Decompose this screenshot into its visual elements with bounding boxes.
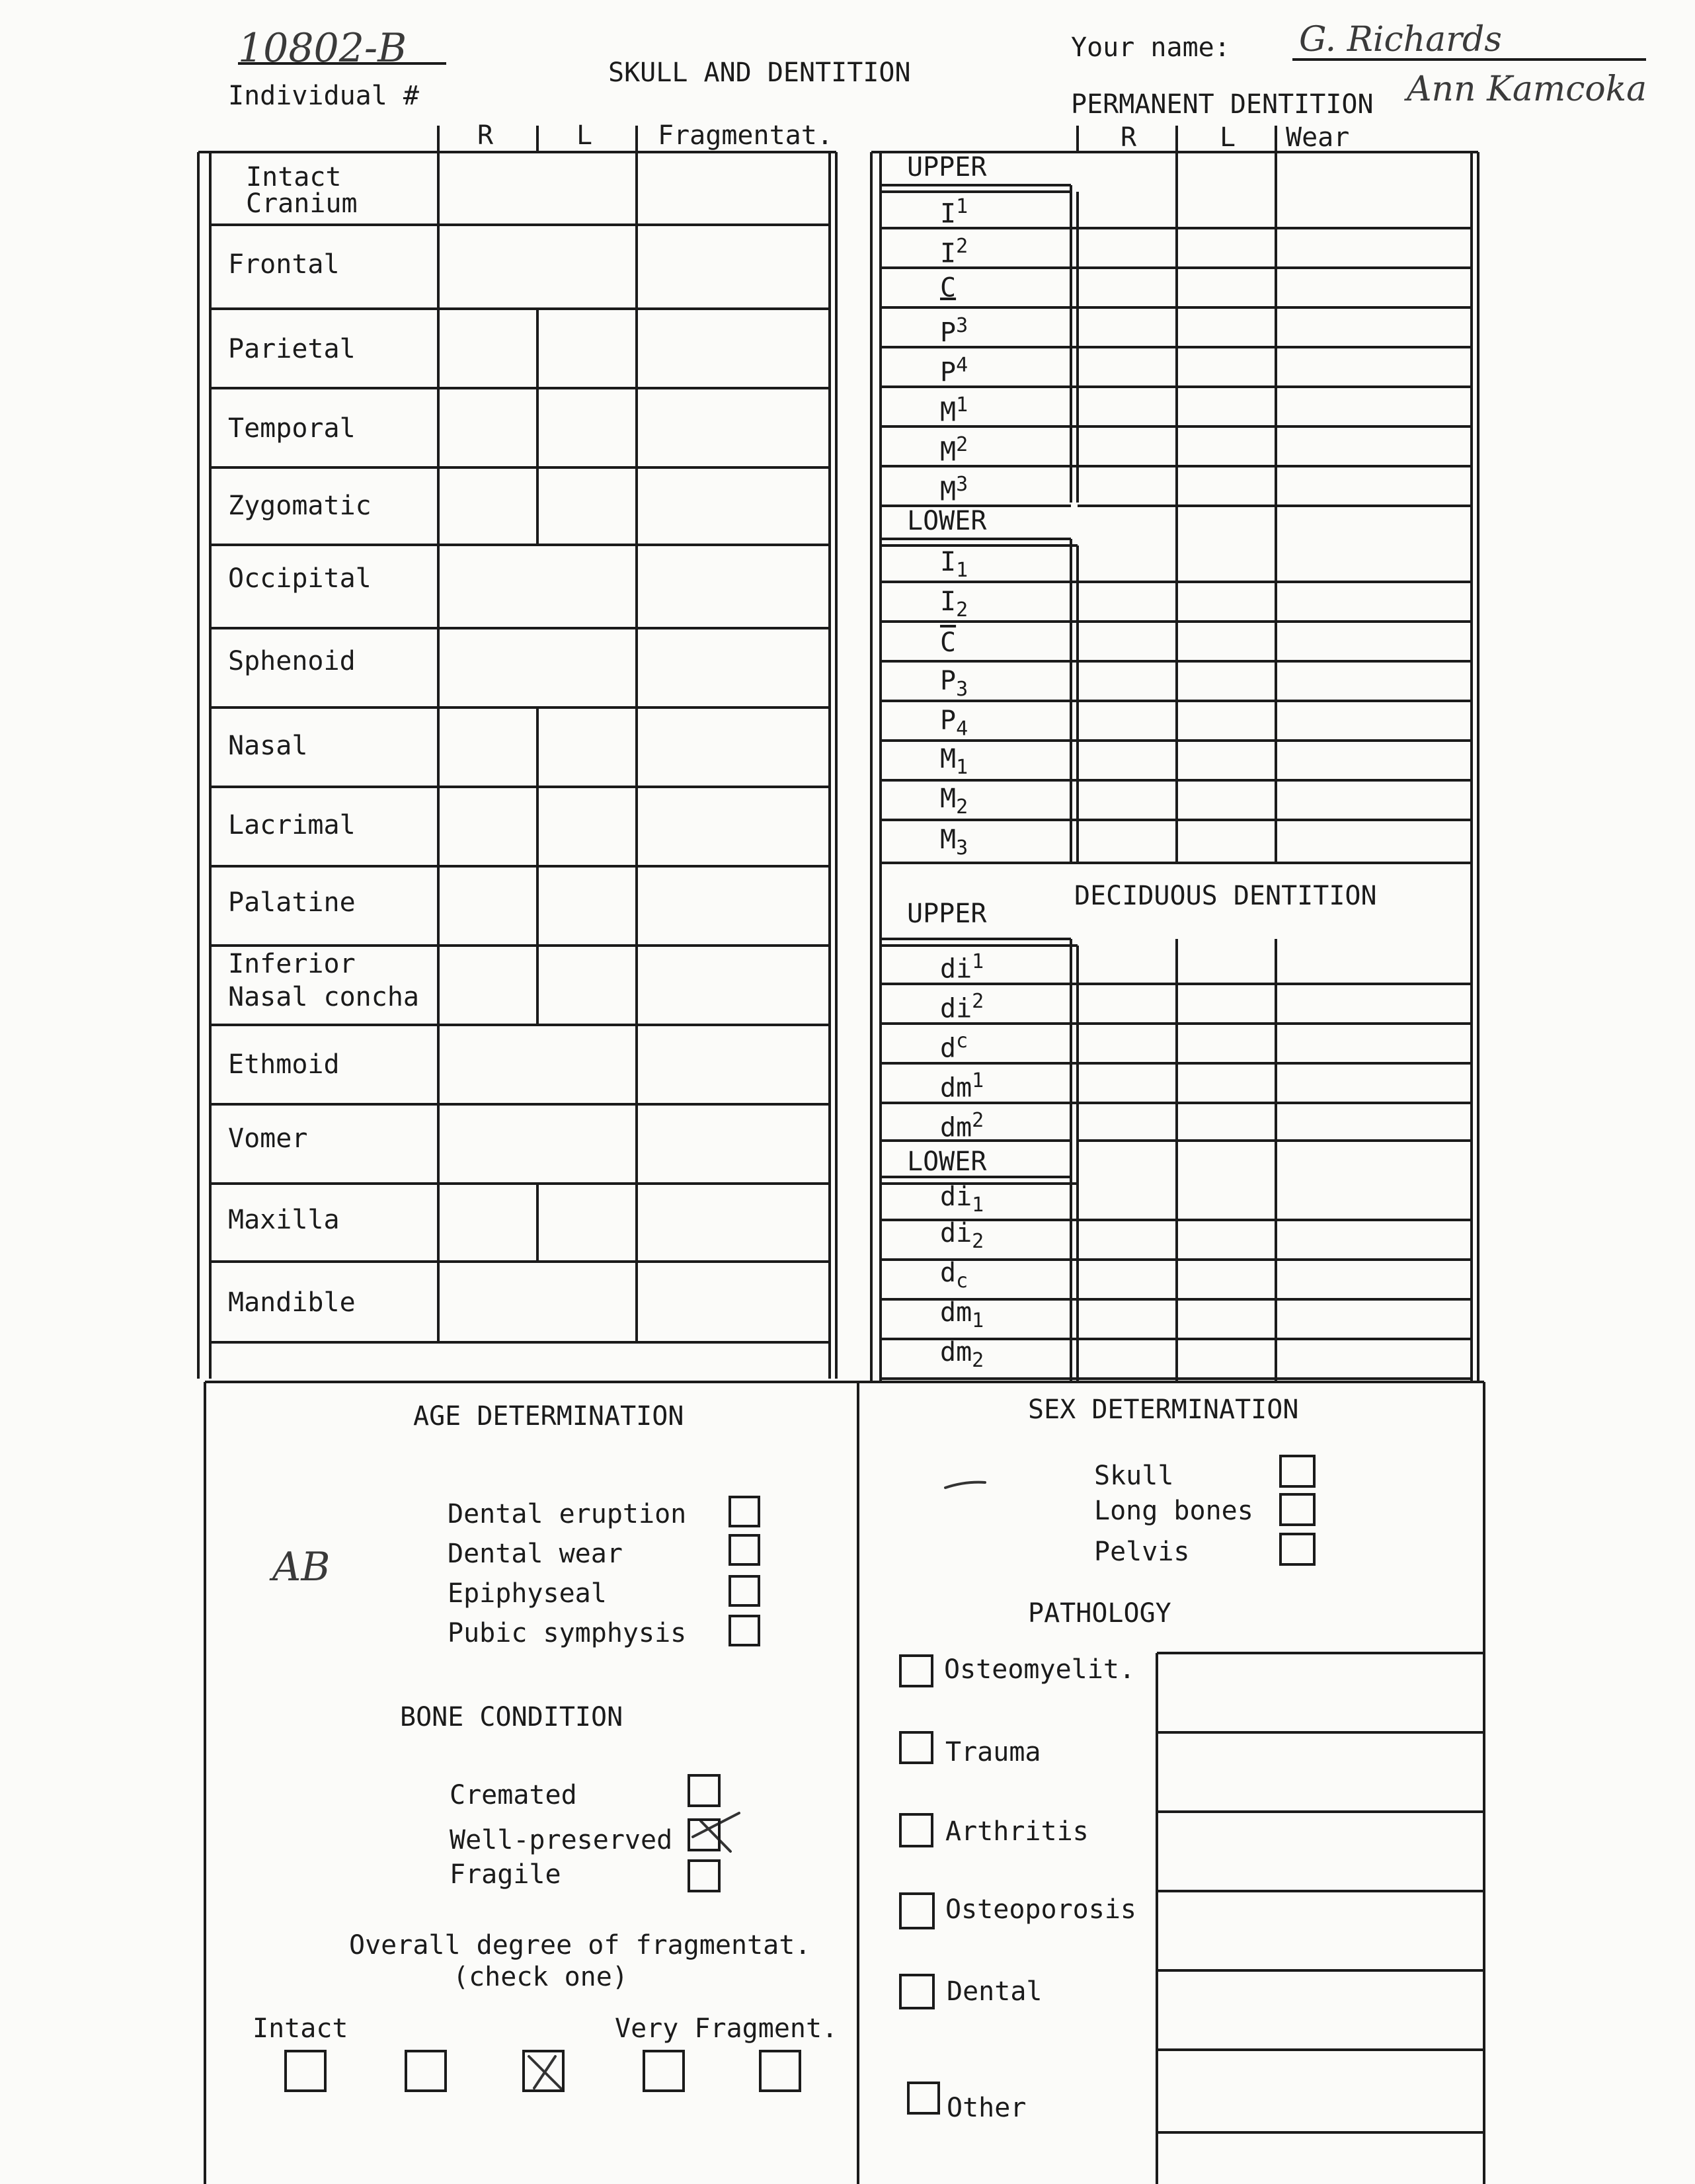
fragmentation-option-2[interactable]	[405, 2050, 447, 2092]
dental-wear-checkbox[interactable]	[729, 1534, 760, 1566]
age-item-label: Epiphyseal	[448, 1578, 607, 1609]
bone-label: Sphenoid	[228, 646, 356, 676]
tooth-label: $M_1$	[940, 744, 968, 779]
trauma-checkbox[interactable]	[899, 1731, 933, 1764]
cremated-checkbox[interactable]	[688, 1774, 721, 1807]
tooth-label: $M^1$	[940, 393, 968, 428]
bone-label: Occipital	[228, 563, 372, 594]
bone-condition-label: Well-preserved	[450, 1825, 673, 1855]
fragmentation-option-4[interactable]	[643, 2050, 685, 2092]
pathology-label: Osteoporosis	[945, 1894, 1136, 1925]
fragmentation-low-label: Intact	[253, 2013, 348, 2044]
sex-item-label: Pelvis	[1094, 1537, 1190, 1567]
bone-label: Parietal	[228, 334, 356, 364]
deciduous-dentition-title: DECIDUOUS DENTITION	[1074, 881, 1377, 911]
pathology-label: Other	[947, 2093, 1027, 2123]
tooth-label: $P^3$	[940, 314, 968, 348]
col-header-fragmentation: Fragmentat.	[658, 120, 833, 151]
dent-col-wear: Wear	[1286, 122, 1350, 153]
arthritis-checkbox[interactable]	[899, 1813, 933, 1847]
tooth-label: $dm_2$	[940, 1337, 984, 1372]
epiphyseal-checkbox[interactable]	[729, 1575, 760, 1607]
sex-item-label: Skull	[1094, 1461, 1174, 1491]
tooth-label: $di_1$	[940, 1182, 984, 1217]
fragile-checkbox[interactable]	[688, 1859, 721, 1892]
dental-eruption-checkbox[interactable]	[729, 1496, 760, 1527]
fragmentation-title: Overall degree of fragmentat.	[349, 1930, 811, 1961]
bone-label: Temporal	[228, 413, 356, 444]
permanent-dentition-title: PERMANENT DENTITION	[1071, 89, 1374, 120]
age-item-label: Pubic symphysis	[448, 1618, 687, 1648]
well-preserved-checkbox[interactable]	[688, 1818, 721, 1851]
bone-label: Palatine	[228, 887, 356, 918]
tooth-label: $dm^1$	[940, 1069, 984, 1104]
bone-label: Cranium	[246, 188, 358, 219]
tooth-label: $M_3$	[940, 825, 968, 860]
bone-label: Mandible	[228, 1287, 356, 1318]
skull-sex-checkbox[interactable]	[1279, 1455, 1316, 1488]
bone-label: Frontal	[228, 249, 340, 280]
tooth-label: $d_c$	[940, 1258, 968, 1293]
bone-condition-label: Cremated	[450, 1780, 577, 1810]
other-pathology-checkbox[interactable]	[907, 2082, 940, 2115]
tooth-label: $dm_1$	[940, 1297, 984, 1332]
tooth-label: $P_3$	[940, 666, 968, 701]
tooth-label: $I^1$	[940, 195, 968, 229]
osteoporosis-checkbox[interactable]	[899, 1892, 935, 1929]
bone-label: Inferior	[228, 949, 356, 979]
pubic-symphysis-checkbox[interactable]	[729, 1615, 760, 1646]
pathology-label: Osteomyelit.	[944, 1654, 1135, 1685]
dental-pathology-checkbox[interactable]	[899, 1974, 935, 2009]
tooth-label: $M^2$	[940, 433, 968, 467]
sex-item-label: Long bones	[1094, 1496, 1253, 1526]
tooth-label: $I_1$	[940, 547, 968, 582]
bone-label: Nasal	[228, 731, 308, 761]
pelvis-sex-checkbox[interactable]	[1279, 1533, 1316, 1566]
age-determination-title: AGE DETERMINATION	[413, 1401, 684, 1432]
fragmentation-option-5[interactable]	[759, 2050, 801, 2092]
bone-label: Ethmoid	[228, 1049, 340, 1080]
age-item-label: Dental eruption	[448, 1499, 687, 1529]
catalog-number: 10802-B	[238, 25, 407, 71]
fragmentation-subtitle: (check one)	[453, 1962, 628, 1992]
bone-label: Nasal concha	[228, 982, 419, 1012]
individual-label: Individual #	[228, 81, 419, 111]
bone-condition-label: Fragile	[450, 1859, 561, 1890]
tooth-label: $P^4$	[940, 354, 968, 388]
bone-label: Lacrimal	[228, 810, 356, 840]
form-title: SKULL AND DENTITION	[608, 58, 911, 88]
tooth-label: $di_2$	[940, 1218, 984, 1253]
tooth-label: $M_2$	[940, 784, 968, 819]
bone-condition-title: BONE CONDITION	[400, 1702, 623, 1732]
fragmentation-option-1[interactable]	[284, 2050, 327, 2092]
tooth-label: C	[940, 627, 957, 658]
your-name-label: Your name:	[1071, 32, 1230, 63]
lower-label: LOWER	[907, 1147, 987, 1177]
lower-label: LOWER	[907, 506, 987, 536]
bone-label: Vomer	[228, 1123, 308, 1154]
tooth-label: $d^c$	[940, 1030, 968, 1064]
pathology-label: Trauma	[945, 1737, 1041, 1767]
tooth-label: $M^3$	[940, 473, 968, 507]
bone-label: Maxilla	[228, 1205, 340, 1235]
fragmentation-option-3[interactable]	[522, 2050, 565, 2092]
tooth-label: $I_2$	[940, 586, 968, 622]
tooth-label: $dm^2$	[940, 1109, 984, 1143]
long-bones-sex-checkbox[interactable]	[1279, 1493, 1316, 1526]
examiner-name-1[interactable]: G. Richards	[1299, 20, 1502, 60]
dent-col-right: R	[1121, 122, 1137, 153]
col-header-left: L	[576, 120, 593, 151]
tooth-label: C	[940, 272, 957, 303]
dent-col-left: L	[1220, 122, 1236, 153]
sex-determination-title: SEX DETERMINATION	[1028, 1395, 1299, 1425]
col-header-right: R	[477, 120, 494, 151]
examiner-name-2[interactable]: Ann Kamcoka	[1407, 69, 1647, 109]
upper-label: UPPER	[907, 152, 987, 182]
tooth-label: $di^1$	[940, 950, 984, 985]
bone-label: Intact	[246, 162, 342, 192]
handwritten-note: AB	[272, 1544, 331, 1590]
pathology-label: Arthritis	[945, 1816, 1089, 1847]
upper-label: UPPER	[907, 899, 987, 929]
tooth-label: $P_4$	[940, 706, 968, 741]
pathology-label: Dental	[947, 1976, 1043, 2007]
fragmentation-high-label: Very Fragment.	[615, 2013, 838, 2044]
age-item-label: Dental wear	[448, 1539, 623, 1569]
bone-label: Zygomatic	[228, 491, 372, 521]
osteomyelitis-checkbox[interactable]	[899, 1654, 933, 1687]
tooth-label: $I^2$	[940, 235, 968, 269]
tooth-label: $di^2$	[940, 990, 984, 1024]
pathology-title: PATHOLOGY	[1028, 1598, 1171, 1629]
